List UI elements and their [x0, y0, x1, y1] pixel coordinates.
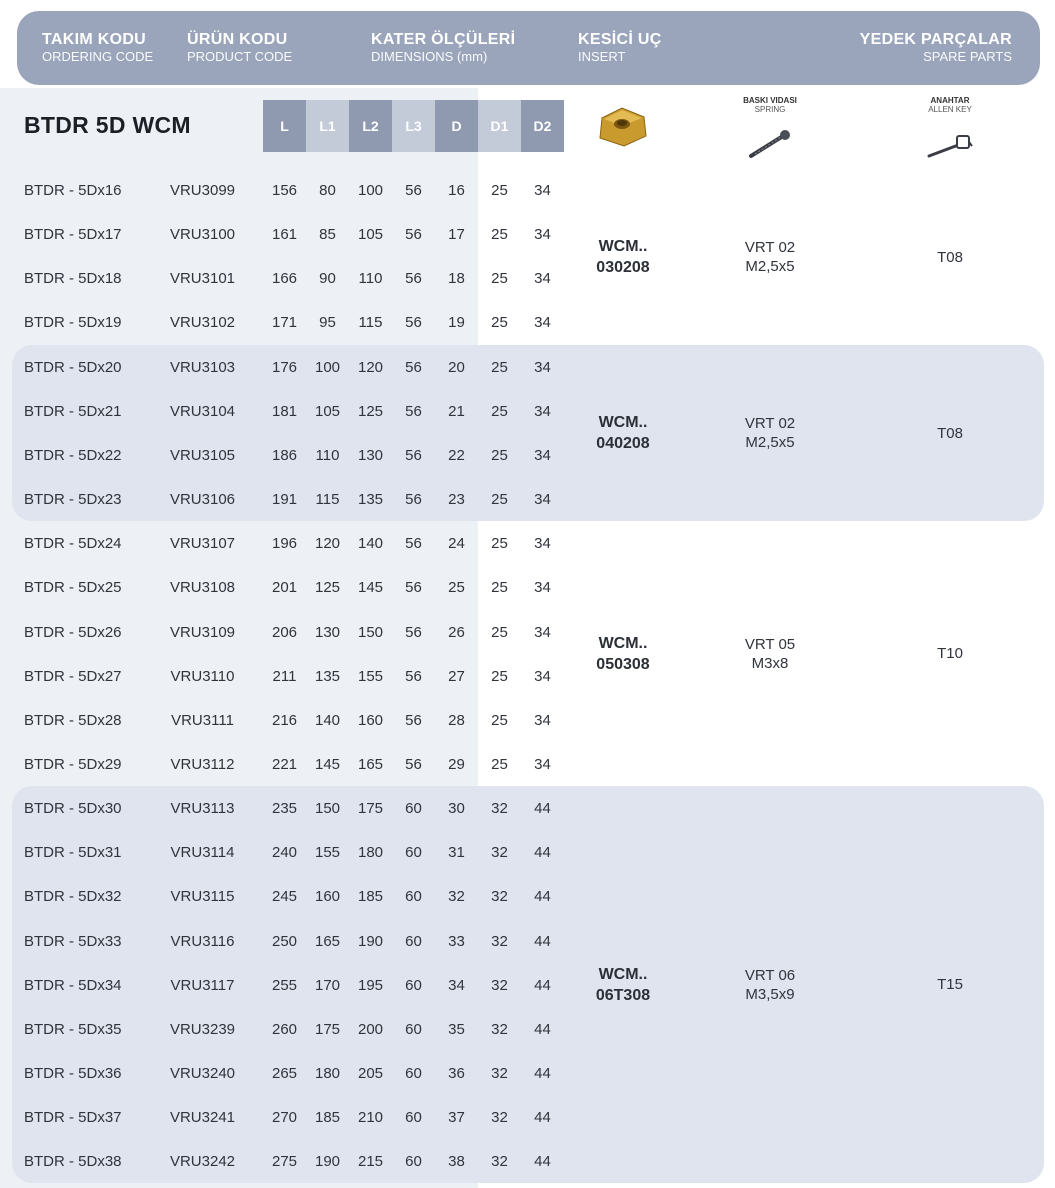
table-row — [0, 478, 1055, 522]
dim-cell-d: 37 — [448, 1109, 465, 1127]
dim-header-d: D — [435, 100, 478, 152]
dim-cell-d: 19 — [448, 314, 465, 332]
dim-cell-d: 35 — [448, 1020, 465, 1038]
dim-cell-d1: 25 — [491, 623, 508, 641]
dim-cell-l: 255 — [271, 976, 298, 994]
dim-cell-l2: 135 — [357, 491, 384, 509]
product-code-cell: VRU3111 — [171, 711, 234, 729]
dim-cell-l3: 56 — [405, 182, 422, 199]
table-row — [0, 875, 1055, 919]
dim-cell-l2: 200 — [357, 1020, 384, 1038]
screw-code-line2: M3x8 — [751, 654, 789, 672]
dim-cell-l3: 56 — [405, 755, 422, 773]
dim-cell-d: 32 — [448, 888, 465, 906]
product-code-cell: VRU3102 — [169, 314, 236, 332]
spare-parts-subtitle: SPARE PARTS — [923, 49, 1012, 64]
dim-cell-l2: 105 — [357, 226, 384, 244]
insert-code-line1: WCM.. — [598, 414, 648, 431]
screw-code-group-2 — [720, 345, 820, 521]
dim-cell-l2: 185 — [357, 888, 384, 906]
dim-cell-l1: 100 — [314, 358, 341, 376]
spare-parts-header — [860, 31, 1012, 64]
product-code-cell: VRU3104 — [169, 402, 236, 420]
ordering-code-cell: BTDR - 5Dx37 — [24, 1109, 122, 1127]
product-code-cell: VRU3110 — [170, 667, 235, 685]
product-code-header — [187, 31, 292, 64]
dim-cell-l1: 155 — [314, 844, 341, 862]
key-code-group-2: T08 — [937, 424, 963, 442]
product-code-cell: VRU3239 — [169, 1020, 236, 1038]
dim-cell-d: 20 — [448, 358, 465, 376]
dim-cell-d: 27 — [448, 667, 465, 685]
dim-cell-l: 221 — [271, 755, 298, 773]
dim-cell-d: 16 — [448, 182, 465, 199]
insert-code-group-4 — [578, 786, 668, 1183]
dim-cell-d1: 25 — [491, 711, 508, 729]
dim-cell-l1: 85 — [319, 226, 336, 244]
table-row — [0, 655, 1055, 699]
table-row — [0, 434, 1055, 478]
dim-cell-l2: 140 — [357, 535, 384, 553]
screw-code-group-4 — [720, 786, 820, 1183]
table-row — [0, 301, 1055, 345]
dim-cell-d1: 25 — [491, 667, 508, 685]
insert-code-group-1 — [578, 169, 668, 345]
product-family-title: BTDR 5D WCM — [24, 112, 191, 138]
dim-header-d2: D2 — [521, 100, 564, 152]
dim-cell-l: 270 — [271, 1109, 298, 1127]
dim-cell-d1: 25 — [491, 270, 508, 288]
dim-cell-d: 26 — [448, 623, 465, 641]
product-code-cell: VRU3108 — [169, 579, 236, 597]
table-row — [0, 1052, 1055, 1096]
product-code-cell: VRU3112 — [170, 755, 235, 773]
product-code-subtitle: PRODUCT CODE — [187, 49, 293, 64]
dim-cell-l3: 56 — [405, 358, 422, 376]
dim-cell-d1: 32 — [491, 844, 508, 862]
dim-cell-d1: 32 — [491, 932, 508, 950]
dim-cell-l3: 56 — [405, 226, 422, 244]
screw-code-group-1 — [720, 169, 820, 345]
ordering-code-cell: BTDR - 5Dx17 — [24, 226, 122, 244]
dim-cell-d1: 32 — [491, 800, 508, 818]
spring-subtitle: SPRING — [754, 105, 786, 114]
dim-cell-l: 196 — [271, 535, 298, 553]
dim-cell-l3: 60 — [405, 1153, 422, 1171]
dim-cell-d2: 44 — [534, 1065, 551, 1082]
dim-cell-d2: 44 — [534, 932, 551, 950]
dim-cell-l1: 165 — [314, 932, 341, 950]
dim-cell-d: 22 — [448, 446, 465, 464]
dim-cell-l3: 60 — [405, 976, 422, 994]
table-row — [0, 169, 1055, 213]
dim-cell-d: 38 — [448, 1153, 465, 1171]
dim-cell-l1: 80 — [319, 182, 336, 199]
dimensions-header — [371, 31, 515, 64]
insert-code-line1: WCM.. — [598, 634, 648, 652]
dim-cell-l3: 56 — [405, 270, 422, 288]
dim-cell-l: 265 — [271, 1065, 298, 1082]
dim-cell-l: 250 — [271, 932, 298, 950]
spring-title: BASKI VIDASI — [743, 96, 797, 105]
ordering-code-cell: BTDR - 5Dx34 — [24, 976, 122, 994]
ordering-code-cell: BTDR - 5Dx29 — [24, 755, 122, 773]
ordering-code-cell: BTDR - 5Dx27 — [24, 667, 122, 685]
dim-cell-l3: 60 — [405, 1020, 422, 1038]
dim-cell-l3: 56 — [405, 711, 422, 729]
dim-cell-l2: 215 — [357, 1153, 384, 1171]
dim-cell-l2: 195 — [357, 976, 384, 994]
dim-cell-d2: 44 — [534, 888, 551, 906]
screw-code-line1: VRT 02 — [744, 239, 796, 256]
dim-cell-l2: 210 — [357, 1109, 384, 1127]
dim-cell-l: 191 — [271, 491, 298, 509]
dim-cell-l1: 160 — [314, 888, 341, 906]
insert-code-line2: 030208 — [596, 259, 650, 276]
dim-cell-l: 260 — [271, 1020, 298, 1038]
product-code-cell: VRU3115 — [170, 888, 235, 906]
dim-cell-l: 201 — [271, 579, 298, 597]
dim-cell-d2: 44 — [534, 844, 551, 862]
ordering-code-subtitle: ORDERING CODE — [42, 49, 154, 64]
insert-code-line2: 050308 — [596, 655, 650, 673]
dim-cell-l2: 115 — [358, 314, 383, 332]
dim-cell-d: 28 — [448, 711, 465, 729]
dim-cell-l1: 145 — [314, 755, 341, 773]
insert-header — [578, 31, 662, 64]
dim-cell-l2: 175 — [357, 800, 384, 818]
dim-cell-l2: 120 — [357, 358, 384, 376]
dim-cell-l2: 130 — [357, 446, 384, 464]
product-code-title: ÜRÜN KODU — [187, 31, 288, 48]
dim-cell-d2: 44 — [534, 1109, 551, 1127]
dim-cell-l3: 60 — [405, 932, 422, 950]
dim-cell-l3: 56 — [405, 535, 422, 553]
ordering-code-cell: BTDR - 5Dx33 — [24, 932, 122, 950]
dim-cell-d1: 25 — [491, 358, 508, 376]
ordering-code-cell: BTDR - 5Dx30 — [24, 800, 122, 818]
table-row — [0, 1008, 1055, 1052]
dim-header-l1: L1 — [306, 100, 349, 152]
dim-cell-d2: 44 — [534, 976, 551, 994]
dim-cell-d: 21 — [448, 402, 465, 420]
screw-code-group-3 — [720, 521, 820, 786]
ordering-code-cell: BTDR - 5Dx21 — [24, 402, 122, 420]
dim-cell-d: 25 — [448, 579, 465, 597]
screw-code-line1: VRT 05 — [744, 635, 796, 653]
dim-cell-l2: 180 — [357, 844, 384, 862]
dim-cell-d1: 25 — [491, 755, 508, 773]
dim-cell-d: 30 — [448, 800, 465, 818]
ordering-code-cell: BTDR - 5Dx25 — [24, 579, 122, 597]
dim-cell-l1: 90 — [319, 270, 336, 288]
dim-cell-d1: 32 — [491, 1153, 508, 1171]
dim-cell-l2: 155 — [357, 667, 384, 685]
dim-cell-d1: 25 — [491, 402, 508, 420]
dim-cell-d2: 34 — [534, 623, 551, 641]
table-row — [0, 1140, 1055, 1184]
dim-cell-l: 216 — [271, 711, 298, 729]
dim-cell-d1: 25 — [491, 535, 508, 553]
product-code-cell: VRU3103 — [169, 358, 236, 376]
dim-cell-d1: 32 — [491, 1020, 508, 1038]
table-row — [0, 831, 1055, 875]
dim-cell-d1: 32 — [491, 976, 508, 994]
ordering-code-cell: BTDR - 5Dx32 — [24, 888, 122, 906]
dim-cell-d1: 32 — [491, 1109, 508, 1127]
dim-cell-d: 29 — [448, 755, 465, 773]
dim-cell-l3: 60 — [405, 1109, 422, 1127]
product-code-cell: VRU3107 — [169, 535, 236, 553]
dim-cell-l: 156 — [271, 182, 298, 199]
dim-cell-d2: 34 — [534, 755, 551, 773]
key-code-group-4: T15 — [937, 976, 963, 993]
dimensions-subtitle: DIMENSIONS (mm) — [371, 49, 488, 64]
dim-cell-d2: 34 — [534, 579, 551, 597]
screw-code-line1: VRT 02 — [744, 415, 796, 432]
dim-cell-d: 17 — [448, 226, 465, 244]
dim-cell-d2: 34 — [534, 226, 551, 244]
dim-cell-d: 31 — [448, 844, 465, 862]
dim-cell-l3: 56 — [405, 491, 422, 509]
dim-cell-l3: 60 — [405, 1065, 422, 1082]
product-code-cell: VRU3241 — [169, 1109, 236, 1127]
dim-cell-d2: 44 — [534, 800, 551, 818]
dim-cell-d1: 32 — [491, 888, 508, 906]
dim-cell-l3: 56 — [405, 314, 422, 332]
product-code-cell: VRU3114 — [170, 844, 235, 862]
dim-cell-d1: 25 — [491, 226, 508, 244]
dim-cell-d2: 44 — [534, 1020, 551, 1038]
dim-cell-l1: 150 — [314, 800, 341, 818]
dim-cell-d2: 34 — [534, 711, 551, 729]
ordering-code-cell: BTDR - 5Dx18 — [24, 270, 122, 288]
dim-cell-l1: 135 — [314, 667, 341, 685]
dim-cell-d1: 32 — [491, 1065, 508, 1082]
ordering-code-cell: BTDR - 5Dx20 — [24, 358, 122, 376]
product-code-cell: VRU3113 — [170, 800, 235, 818]
dim-header-d1: D1 — [478, 100, 521, 152]
allen-key-title: ANAHTAR — [930, 96, 970, 105]
product-code-cell: VRU3117 — [170, 976, 235, 994]
dim-cell-l2: 190 — [357, 932, 384, 950]
screw-code-line2: M2,5x5 — [745, 258, 795, 275]
dim-header-l2: L2 — [349, 100, 392, 152]
product-code-cell: VRU3240 — [169, 1065, 236, 1082]
table-row — [0, 699, 1055, 743]
dim-cell-d: 34 — [448, 976, 465, 994]
dim-cell-d: 33 — [448, 932, 465, 950]
ordering-code-header — [42, 31, 153, 64]
dim-cell-l3: 56 — [405, 623, 422, 641]
dim-cell-d: 36 — [448, 1065, 465, 1082]
table-row — [0, 1096, 1055, 1140]
dim-cell-d2: 34 — [534, 402, 551, 420]
dim-cell-l: 206 — [271, 623, 298, 641]
allen-key-icon — [925, 130, 975, 160]
dim-cell-l: 176 — [271, 358, 298, 376]
insert-code-line2: 06T308 — [595, 986, 651, 1004]
dim-cell-l2: 165 — [357, 755, 384, 773]
product-code-cell: VRU3099 — [169, 182, 236, 199]
dim-cell-l: 171 — [271, 314, 298, 332]
insert-subtitle: INSERT — [578, 49, 626, 64]
dim-cell-l: 186 — [271, 446, 298, 464]
dim-cell-l3: 60 — [405, 888, 422, 906]
ordering-code-cell: BTDR - 5Dx31 — [24, 844, 122, 862]
dim-cell-l: 161 — [271, 226, 298, 244]
dim-cell-d: 23 — [448, 491, 465, 509]
dim-cell-l1: 180 — [314, 1065, 341, 1082]
ordering-code-cell: BTDR - 5Dx24 — [24, 535, 122, 553]
ordering-code-cell: BTDR - 5Dx36 — [24, 1065, 122, 1082]
table-header-bar — [17, 11, 1040, 85]
screw-icon — [745, 128, 795, 162]
dim-cell-l1: 130 — [314, 623, 341, 641]
dim-cell-l: 211 — [272, 667, 297, 685]
dim-cell-l1: 140 — [314, 711, 341, 729]
ordering-code-cell: BTDR - 5Dx35 — [24, 1020, 122, 1038]
dim-cell-l1: 95 — [319, 314, 336, 332]
dim-cell-l2: 145 — [357, 579, 384, 597]
product-code-cell: VRU3109 — [169, 623, 236, 641]
dim-cell-d2: 34 — [534, 314, 551, 332]
dim-cell-d: 24 — [448, 535, 465, 553]
ordering-code-cell: BTDR - 5Dx22 — [24, 446, 122, 464]
ordering-code-cell: BTDR - 5Dx38 — [24, 1153, 122, 1171]
dim-cell-l2: 100 — [357, 182, 384, 199]
dim-cell-d2: 34 — [534, 667, 551, 685]
dimensions-title: KATER ÖLÇÜLERİ — [371, 31, 516, 48]
dim-cell-l1: 190 — [314, 1153, 341, 1171]
dim-cell-d2: 34 — [534, 535, 551, 553]
insert-title: KESİCİ UÇ — [578, 31, 662, 48]
dim-cell-l1: 120 — [314, 535, 341, 553]
dim-cell-l: 235 — [271, 800, 298, 818]
insert-code-line2: 040208 — [596, 435, 650, 452]
allen-key-subtitle: ALLEN KEY — [928, 105, 972, 114]
dim-cell-l1: 185 — [314, 1109, 341, 1127]
dim-header-l3: L3 — [392, 100, 435, 152]
allen-key-header — [890, 96, 1010, 114]
screw-code-line1: VRT 06 — [744, 966, 796, 984]
dim-cell-d2: 34 — [534, 182, 551, 199]
dim-cell-l1: 105 — [314, 402, 341, 420]
dim-cell-d2: 34 — [534, 491, 551, 509]
dim-cell-d1: 25 — [491, 314, 508, 332]
dim-cell-l1: 175 — [314, 1020, 341, 1038]
screw-code-line2: M3,5x9 — [745, 985, 795, 1003]
spring-header — [710, 96, 830, 114]
table-row — [0, 787, 1055, 831]
dim-cell-l1: 125 — [314, 579, 341, 597]
dim-cell-l: 245 — [271, 888, 298, 906]
product-code-cell: VRU3105 — [169, 446, 236, 464]
product-code-cell: VRU3106 — [169, 491, 236, 509]
insert-code-line1: WCM.. — [598, 238, 648, 255]
ordering-code-title: TAKIM KODU — [42, 31, 147, 48]
insert-code-line1: WCM.. — [598, 965, 648, 983]
dim-cell-l: 181 — [271, 402, 298, 420]
insert-code-group-2 — [578, 345, 668, 521]
ordering-code-cell: BTDR - 5Dx26 — [24, 623, 122, 641]
ordering-code-cell: BTDR - 5Dx19 — [24, 314, 122, 332]
product-code-cell: VRU3101 — [169, 270, 236, 288]
dim-cell-d: 18 — [448, 270, 465, 288]
key-code-group-1: T08 — [937, 248, 963, 266]
table-row — [0, 346, 1055, 390]
key-code-group-3: T10 — [937, 645, 963, 662]
dim-cell-l2: 160 — [357, 711, 384, 729]
dim-cell-l1: 110 — [315, 446, 340, 464]
dim-cell-d1: 25 — [491, 182, 508, 199]
dim-cell-l2: 150 — [357, 623, 384, 641]
dim-cell-l1: 115 — [315, 491, 340, 509]
dim-cell-l2: 110 — [358, 270, 383, 288]
dim-cell-l3: 60 — [405, 844, 422, 862]
table-row — [0, 566, 1055, 610]
ordering-code-cell: BTDR - 5Dx28 — [24, 711, 122, 729]
dim-header-l: L — [263, 100, 306, 152]
insert-icon — [594, 104, 650, 150]
table-row — [0, 522, 1055, 566]
dim-cell-d1: 25 — [491, 579, 508, 597]
ordering-code-cell: BTDR - 5Dx16 — [24, 182, 122, 199]
insert-code-group-3 — [578, 521, 668, 786]
table-row — [0, 964, 1055, 1008]
dim-cell-d1: 25 — [491, 446, 508, 464]
dim-cell-l3: 56 — [405, 402, 422, 420]
dim-cell-d2: 34 — [534, 358, 551, 376]
dim-cell-l3: 56 — [405, 579, 422, 597]
dim-cell-l1: 170 — [314, 976, 341, 994]
dim-cell-l3: 56 — [405, 667, 422, 685]
dim-cell-d2: 44 — [534, 1153, 551, 1171]
spare-parts-title: YEDEK PARÇALAR — [859, 31, 1012, 48]
dim-cell-l3: 60 — [405, 800, 422, 818]
table-row — [0, 390, 1055, 434]
dim-cell-l3: 56 — [405, 446, 422, 464]
table-row — [0, 213, 1055, 257]
screw-code-line2: M2,5x5 — [745, 434, 795, 451]
dim-cell-l2: 125 — [357, 402, 384, 420]
dim-cell-l: 240 — [271, 844, 298, 862]
table-row — [0, 257, 1055, 301]
dim-cell-d2: 34 — [534, 446, 551, 464]
dim-cell-l2: 205 — [357, 1065, 384, 1082]
product-code-cell: VRU3116 — [170, 932, 235, 950]
dim-cell-d2: 34 — [534, 270, 551, 288]
dim-cell-d1: 25 — [491, 491, 508, 509]
table-row — [0, 743, 1055, 787]
table-row — [0, 611, 1055, 655]
product-code-cell: VRU3242 — [169, 1153, 236, 1171]
table-row — [0, 920, 1055, 964]
ordering-code-cell: BTDR - 5Dx23 — [24, 491, 122, 509]
product-code-cell: VRU3100 — [169, 226, 236, 244]
dim-cell-l: 166 — [271, 270, 298, 288]
dim-cell-l: 275 — [271, 1153, 298, 1171]
